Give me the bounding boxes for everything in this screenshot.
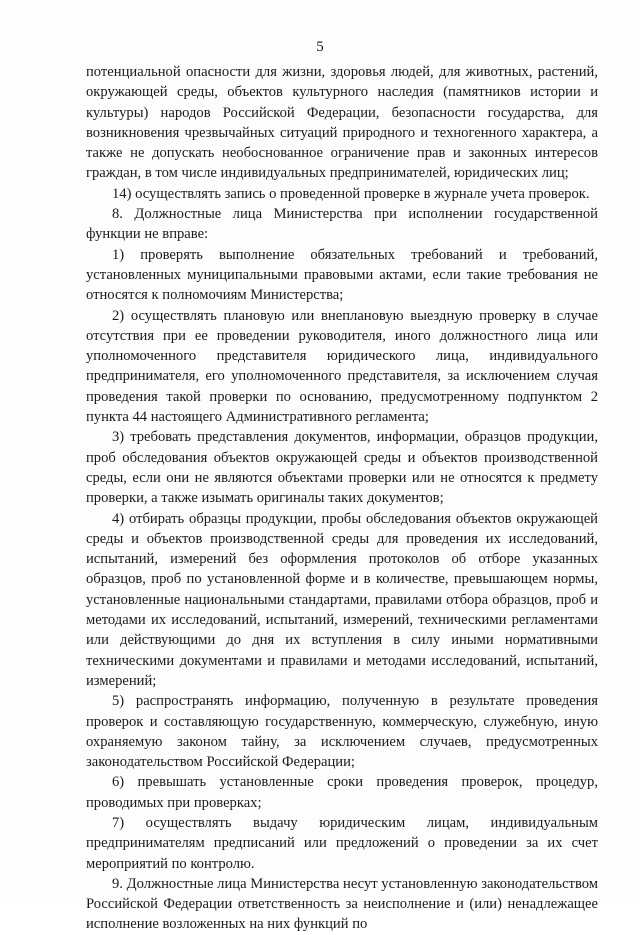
- paragraph-item-3: 3) требовать представления документов, информации, образцов продукции, проб обследования объектов окружающей среды и объектов производственной среды, если они не являются объектами проверки или не относятся к предмету проверки, а также изымать оригиналы таких документов;: [86, 429, 598, 507]
- paragraph-section-9: 9. Должностные лица Министерства несут установленную законодательством Российской Федерации ответственность за неисполнение и (или) ненадлежащее исполнение возложенных на них функций по: [86, 875, 598, 933]
- paragraph-item-6: 6) превышать установленные сроки проведения проверок, процедур, проводимых при проверках;: [86, 774, 598, 811]
- paragraph-item-14: 14) осуществлять запись о проведенной проверке в журнале учета проверок.: [112, 185, 590, 202]
- paragraph-continuation: потенциальной опасности для жизни, здоровья людей, для животных, растений, окружающей среды, объектов культурного наследия (памятников истории и культуры) народов Российской Федерации, безопасности государства, для возникновения чрезвычайных ситуаций природного и техногенного характера, а также не допускать необоснованное ограничение прав и законных интересов граждан, в том числе индивидуальных предпринимателей, юридических лиц;: [86, 64, 598, 182]
- paragraph-item-5: 5) распространять информацию, полученную в результате проведения проверок и составляющую государственную, коммерческую, служебную, иную охраняемую законом тайну, за исключением случаев, предусмотренных законодательством Российской Федерации;: [86, 693, 598, 771]
- paragraph-section-8: 8. Должностные лица Министерства при исполнении государственной функции не вправе:: [86, 206, 598, 243]
- document-body: [86, 62, 598, 935]
- paragraph-item-2: 2) осуществлять плановую или внеплановую выездную проверку в случае отсутствия при ее проведении руководителя, иного должностного лица или уполномоченного представителя юридического лица, индивидуального предпринимателя, его уполномоченного представителя, за исключением случая проведения такой проверки по основанию, предусмотренному подпунктом 2 пункта 44 настоящего Административного регламента;: [86, 307, 598, 426]
- page-number: 5: [316, 39, 324, 55]
- paragraph-item-4: 4) отбирать образцы продукции, пробы обследования объектов окружающей среды и объектов производственной среды для проведения их исследований, испытаний, измерений без оформления протоколов об отборе указанных образцов, проб по установленной форме и в количестве, превышающем нормы, установленные национальными стандартами, правилами отбора образцов, проб и методами их исследований, испытаний, измерений, техническими регламентами или действующими до дня их вступления в силу иными нормативными техническими документами и правилами и методами исследований, испытаний, измерений;: [86, 510, 598, 689]
- paragraph-item-7: 7) осуществлять выдачу юридическим лицам, индивидуальным предпринимателям предписаний или предложений о проведении за их счет мероприятий по контролю.: [86, 814, 598, 872]
- paragraph-item-1: 1) проверять выполнение обязательных требований и требований, установленных муниципальными правовыми актами, если такие требования не относятся к полномочиям Министерства;: [86, 246, 598, 304]
